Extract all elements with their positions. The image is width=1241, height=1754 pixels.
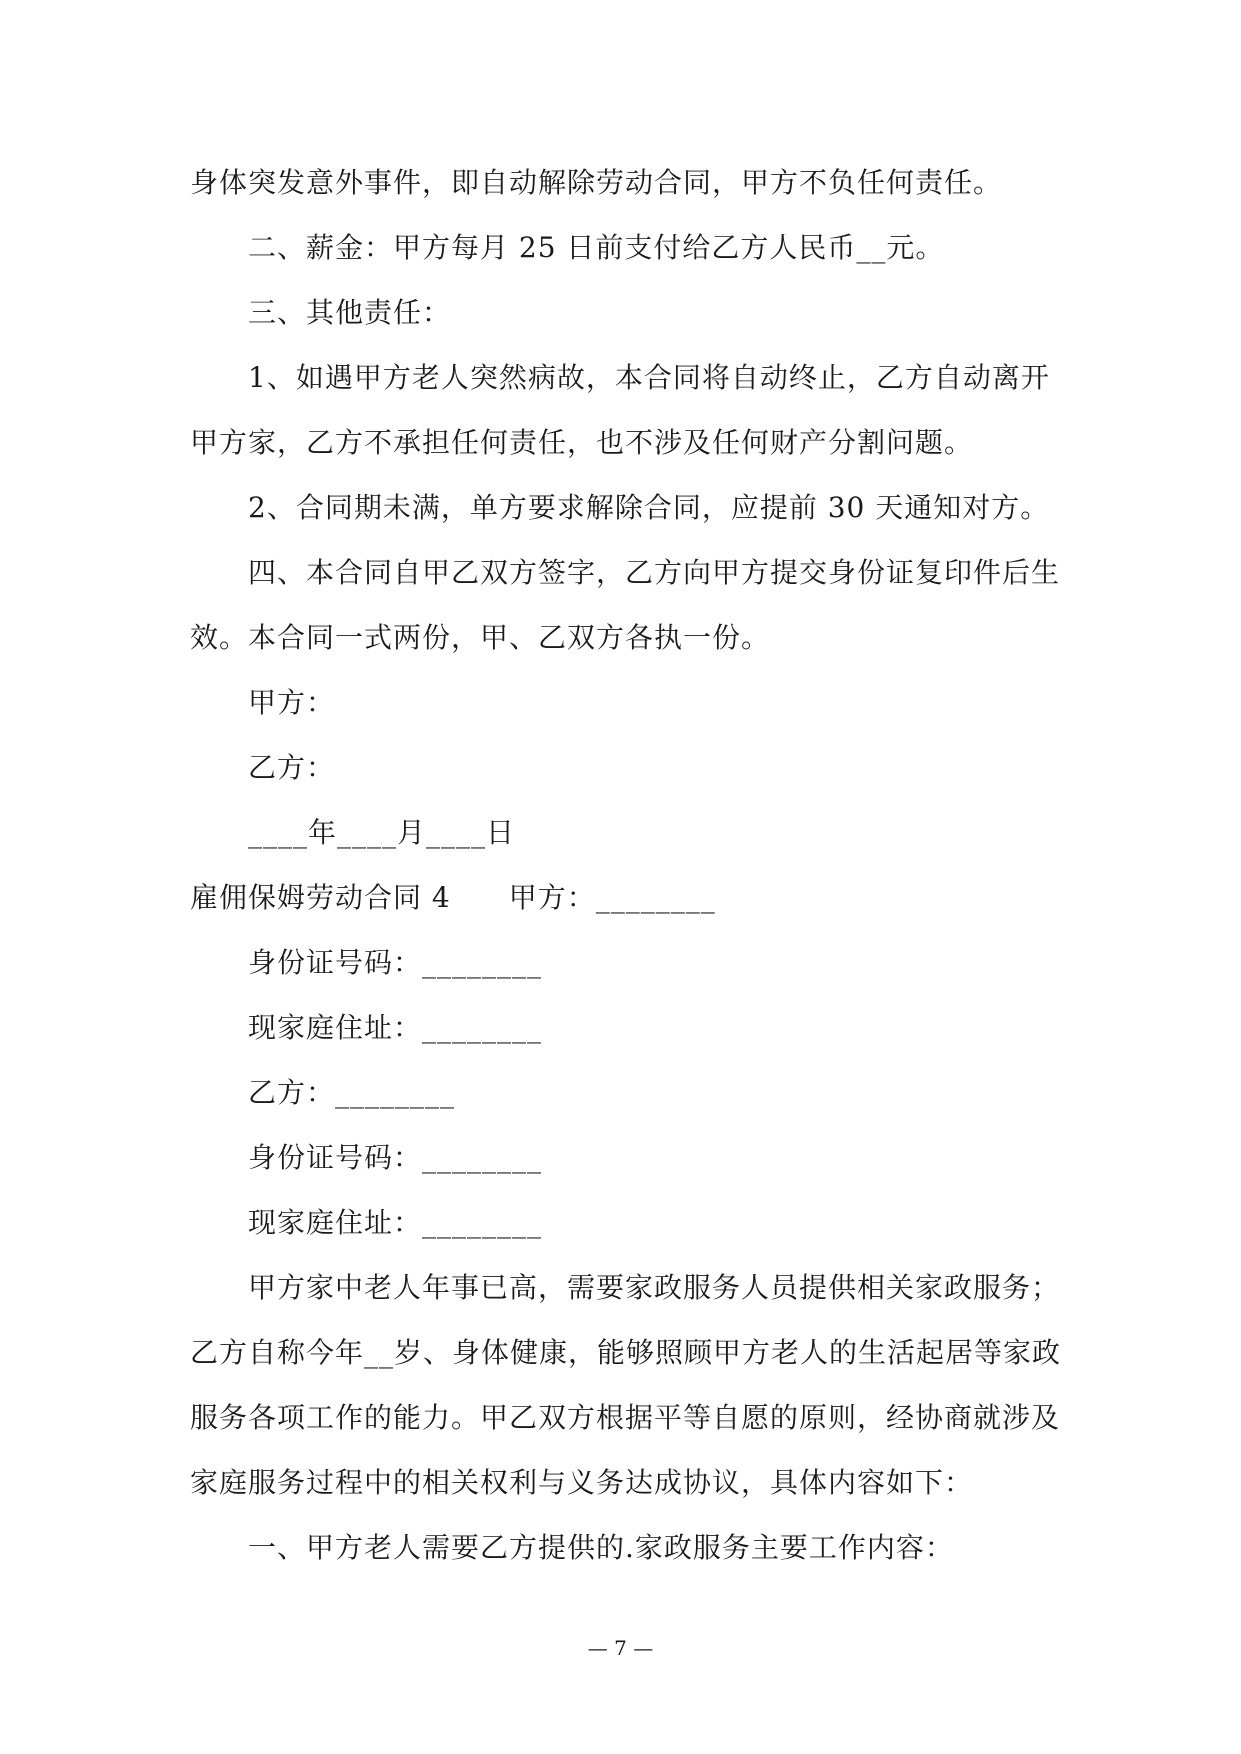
text-line: 二、薪金：甲方每月 25 日前支付给乙方人民币__元。 <box>248 231 945 264</box>
text-line: 效。本合同一式两份，甲、乙双方各执一份。 <box>190 621 771 654</box>
date-line: ____年____月____日 <box>248 816 516 849</box>
text-line: 身体突发意外事件，即自动解除劳动合同，甲方不负任何责任。 <box>190 166 1003 199</box>
text-line: 甲方家中老人年事已高，需要家政服务人员提供相关家政服务； <box>248 1271 1061 1304</box>
page-number: — 7 — <box>587 1636 654 1660</box>
text-line: 甲方： <box>248 686 336 719</box>
text-line: 三、其他责任： <box>248 296 452 329</box>
text-line: 乙方自称今年__岁、身体健康，能够照顾甲方老人的生活起居等家政 <box>190 1336 1062 1369</box>
text-line: 服务各项工作的能力。甲乙双方根据平等自愿的原则，经协商就涉及 <box>190 1401 1061 1434</box>
text-line: 现家庭住址：________ <box>248 1011 543 1044</box>
text-line: 四、本合同自甲乙双方签字，乙方向甲方提交身份证复印件后生 <box>248 556 1061 589</box>
text-line: 身份证号码：________ <box>248 946 543 979</box>
contract-heading: 雇佣保姆劳动合同 4 甲方：________ <box>190 881 716 914</box>
text-line: 现家庭住址：________ <box>248 1206 543 1239</box>
text-line: 身份证号码：________ <box>248 1141 543 1174</box>
text-line: 一、甲方老人需要乙方提供的.家政服务主要工作内容： <box>248 1531 954 1564</box>
text-line: 甲方家，乙方不承担任何责任，也不涉及任何财产分割问题。 <box>190 426 974 459</box>
text-line: 乙方：________ <box>248 1076 456 1109</box>
text-line: 2、合同期未满，单方要求解除合同，应提前 30 天通知对方。 <box>248 491 1050 524</box>
text-line: 乙方： <box>248 751 336 784</box>
text-line: 1、如遇甲方老人突然病故，本合同将自动终止，乙方自动离开 <box>248 361 1050 394</box>
text-line: 家庭服务过程中的相关权利与义务达成协议，具体内容如下： <box>190 1466 974 1499</box>
